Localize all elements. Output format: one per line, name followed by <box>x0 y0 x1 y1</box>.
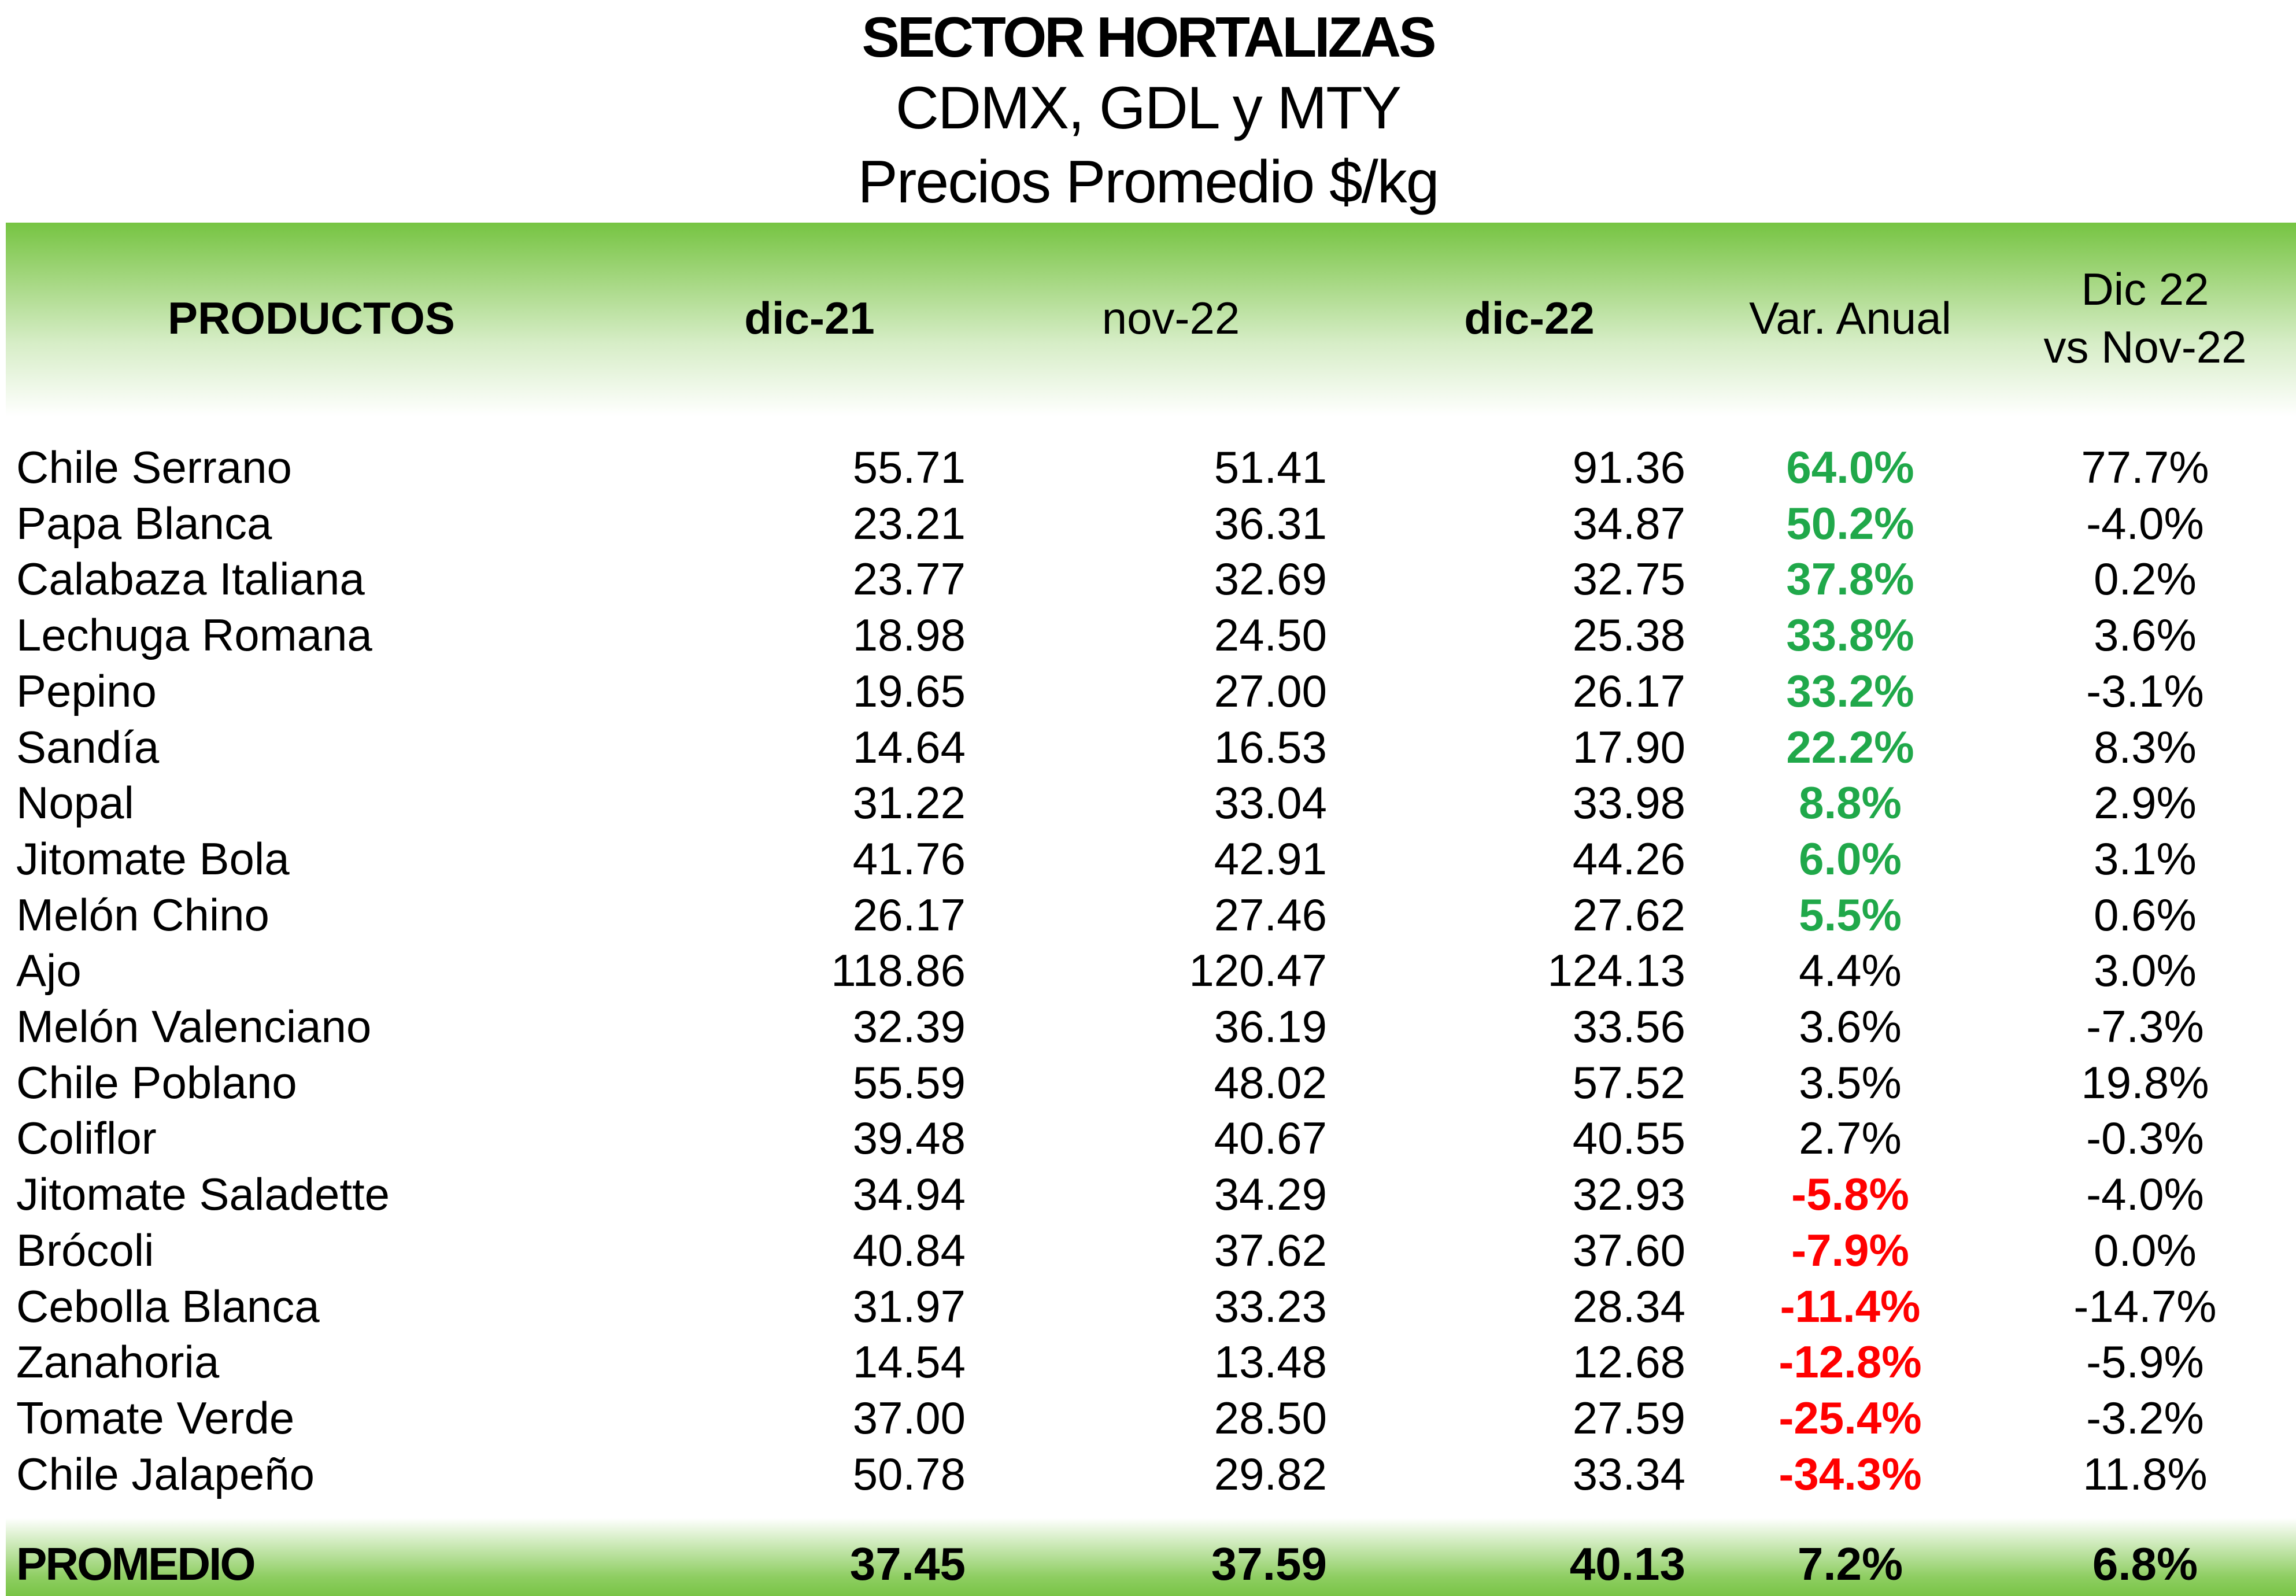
price-dic-22: 34.87 <box>1572 497 1685 549</box>
price-dic-21: 55.71 <box>852 442 966 493</box>
table-row <box>0 1166 2296 1222</box>
var-anual: -25.4% <box>1779 1392 1922 1443</box>
product-name: Nopal <box>16 777 134 829</box>
price-dic-21: 14.64 <box>852 721 966 773</box>
var-dic22-vs-nov22: -14.7% <box>2073 1280 2217 1332</box>
price-dic-22: 37.60 <box>1572 1224 1685 1276</box>
header-dic22-vs-nov22-line1: Dic 22 <box>2081 264 2209 315</box>
var-dic22-vs-nov22: 3.1% <box>2094 833 2197 884</box>
var-anual: 2.7% <box>1799 1113 1902 1164</box>
price-nov-22: 16.53 <box>1214 721 1327 773</box>
var-anual: 4.4% <box>1799 945 1902 996</box>
table-row <box>0 719 2296 775</box>
price-nov-22: 37.62 <box>1214 1224 1327 1276</box>
var-dic22-vs-nov22: -5.9% <box>2086 1336 2204 1388</box>
table-row <box>0 999 2296 1055</box>
var-anual: 22.2% <box>1786 721 1914 773</box>
price-dic-22: 40.55 <box>1572 1113 1685 1164</box>
price-dic-21: 23.77 <box>852 553 966 605</box>
price-dic-21: 34.94 <box>852 1169 966 1220</box>
var-dic22-vs-nov22: -4.0% <box>2086 1169 2204 1220</box>
var-anual: 3.5% <box>1799 1056 1902 1108</box>
var-dic22-vs-nov22: 0.6% <box>2094 889 2197 940</box>
average-var-anual: 7.2% <box>1797 1538 1903 1590</box>
product-name: Chile Serrano <box>16 442 292 493</box>
average-var-mensual: 6.8% <box>2092 1538 2198 1590</box>
price-dic-22: 33.56 <box>1572 1001 1685 1052</box>
table-row <box>0 439 2296 496</box>
price-dic-21: 23.21 <box>852 497 966 549</box>
var-dic22-vs-nov22: 0.0% <box>2094 1224 2197 1276</box>
price-dic-22: 17.90 <box>1572 721 1685 773</box>
var-anual: -7.9% <box>1791 1224 1909 1276</box>
table-row <box>0 1446 2296 1502</box>
header-products: PRODUCTOS <box>168 293 455 343</box>
header-nov-22: nov-22 <box>1101 293 1240 343</box>
price-nov-22: 27.46 <box>1214 889 1327 940</box>
average-row <box>0 1532 2296 1596</box>
table-row <box>0 943 2296 999</box>
price-nov-22: 24.50 <box>1214 609 1327 661</box>
var-dic22-vs-nov22: -0.3% <box>2086 1113 2204 1164</box>
product-name: Pepino <box>16 665 157 716</box>
price-nov-22: 42.91 <box>1214 833 1327 884</box>
price-dic-21: 18.98 <box>852 609 966 661</box>
price-nov-22: 27.00 <box>1214 665 1327 716</box>
price-dic-22: 27.62 <box>1572 889 1685 940</box>
product-name: Brócoli <box>16 1224 154 1276</box>
price-dic-22: 26.17 <box>1572 665 1685 716</box>
product-name: Melón Valenciano <box>16 1001 372 1052</box>
var-anual: 50.2% <box>1786 497 1914 549</box>
product-name: Calabaza Italiana <box>16 553 365 605</box>
product-name: Chile Jalapeño <box>16 1448 315 1499</box>
product-name: Jitomate Bola <box>16 833 290 884</box>
price-dic-21: 50.78 <box>852 1448 966 1499</box>
price-nov-22: 48.02 <box>1214 1056 1327 1108</box>
price-dic-21: 19.65 <box>852 665 966 716</box>
price-nov-22: 29.82 <box>1214 1448 1327 1499</box>
price-dic-21: 41.76 <box>852 833 966 884</box>
price-dic-21: 31.97 <box>852 1280 966 1332</box>
product-name: Chile Poblano <box>16 1056 297 1108</box>
var-anual: 33.8% <box>1786 609 1914 661</box>
product-name: Lechuga Romana <box>16 609 372 661</box>
product-name: Jitomate Saladette <box>16 1169 390 1220</box>
product-name: Papa Blanca <box>16 497 272 549</box>
var-dic22-vs-nov22: 3.0% <box>2094 945 2197 996</box>
price-dic-22: 33.98 <box>1572 777 1685 829</box>
header-dic-22: dic-22 <box>1464 293 1595 343</box>
price-dic-21: 32.39 <box>852 1001 966 1052</box>
average-dic-22: 40.13 <box>1569 1538 1685 1590</box>
price-dic-21: 26.17 <box>852 889 966 940</box>
report-subtitle: Precios Promedio $/kg <box>857 149 1439 216</box>
price-dic-22: 57.52 <box>1572 1056 1685 1108</box>
price-dic-21: 118.86 <box>831 945 966 996</box>
var-anual: 64.0% <box>1786 442 1914 493</box>
price-dic-22: 124.13 <box>1547 945 1685 996</box>
report-title: SECTOR HORTALIZAS <box>862 5 1434 69</box>
price-dic-22: 28.34 <box>1572 1280 1685 1332</box>
price-dic-22: 12.68 <box>1572 1336 1685 1388</box>
product-name: Melón Chino <box>16 889 269 940</box>
var-anual: 5.5% <box>1799 889 1902 940</box>
table-row <box>0 1279 2296 1335</box>
var-anual: -12.8% <box>1779 1336 1922 1388</box>
table-row <box>0 663 2296 719</box>
price-dic-21: 31.22 <box>852 777 966 829</box>
price-dic-21: 39.48 <box>852 1113 966 1164</box>
price-dic-21: 40.84 <box>852 1224 966 1276</box>
var-dic22-vs-nov22: 11.8% <box>2083 1448 2208 1499</box>
price-nov-22: 36.19 <box>1214 1001 1327 1052</box>
price-nov-22: 33.23 <box>1214 1280 1327 1332</box>
var-anual: 6.0% <box>1799 833 1902 884</box>
var-dic22-vs-nov22: 3.6% <box>2094 609 2197 661</box>
var-anual: 3.6% <box>1799 1001 1902 1052</box>
var-dic22-vs-nov22: -3.1% <box>2086 665 2204 716</box>
var-dic22-vs-nov22: -3.2% <box>2086 1392 2204 1443</box>
var-dic22-vs-nov22: 19.8% <box>2081 1056 2209 1108</box>
var-dic22-vs-nov22: -7.3% <box>2086 1001 2204 1052</box>
var-anual: -5.8% <box>1791 1169 1909 1220</box>
price-dic-22: 32.75 <box>1572 553 1685 605</box>
var-anual: -11.4% <box>1780 1280 1921 1332</box>
price-dic-22: 33.34 <box>1572 1448 1685 1499</box>
price-dic-22: 27.59 <box>1572 1392 1685 1443</box>
table-row <box>0 1334 2296 1390</box>
price-dic-22: 44.26 <box>1572 833 1685 884</box>
var-anual: -34.3% <box>1779 1448 1922 1499</box>
report-region: CDMX, GDL y MTY <box>895 75 1401 142</box>
var-anual: 8.8% <box>1799 777 1902 829</box>
table-row <box>0 831 2296 887</box>
average-dic-21: 37.45 <box>849 1538 966 1590</box>
product-name: Zanahoria <box>16 1336 220 1388</box>
header-var-anual: Var. Anual <box>1749 293 1951 343</box>
var-anual: 37.8% <box>1786 553 1914 605</box>
table-row <box>0 1222 2296 1279</box>
price-nov-22: 120.47 <box>1189 945 1327 996</box>
price-dic-21: 37.00 <box>852 1392 966 1443</box>
price-nov-22: 13.48 <box>1214 1336 1327 1388</box>
table-row <box>0 1390 2296 1446</box>
price-nov-22: 28.50 <box>1214 1392 1327 1443</box>
product-name: Tomate Verde <box>16 1392 295 1443</box>
table-row <box>0 887 2296 943</box>
product-name: Ajo <box>16 945 82 996</box>
table-row <box>0 775 2296 831</box>
average-label: PROMEDIO <box>16 1538 254 1590</box>
price-nov-22: 32.69 <box>1214 553 1327 605</box>
var-dic22-vs-nov22: 0.2% <box>2094 553 2197 605</box>
price-nov-22: 36.31 <box>1214 497 1327 549</box>
price-nov-22: 33.04 <box>1214 777 1327 829</box>
var-dic22-vs-nov22: 8.3% <box>2094 721 2197 773</box>
header-dic22-vs-nov22-line2: vs Nov-22 <box>2043 322 2247 372</box>
product-name: Coliflor <box>16 1113 157 1164</box>
table-row <box>0 1110 2296 1166</box>
var-dic22-vs-nov22: -4.0% <box>2086 497 2204 549</box>
product-name: Sandía <box>16 721 160 773</box>
table-row <box>0 1055 2296 1111</box>
var-anual: 33.2% <box>1786 665 1914 716</box>
average-nov-22: 37.59 <box>1211 1538 1327 1590</box>
price-dic-22: 32.93 <box>1572 1169 1685 1220</box>
table-row <box>0 496 2296 552</box>
price-dic-22: 25.38 <box>1572 609 1685 661</box>
var-dic22-vs-nov22: 77.7% <box>2081 442 2209 493</box>
table-row <box>0 551 2296 607</box>
price-nov-22: 40.67 <box>1214 1113 1327 1164</box>
table-row <box>0 607 2296 663</box>
price-nov-22: 51.41 <box>1214 442 1327 493</box>
var-dic22-vs-nov22: 2.9% <box>2094 777 2197 829</box>
header-dic-21: dic-21 <box>744 293 875 343</box>
price-nov-22: 34.29 <box>1214 1169 1327 1220</box>
price-dic-22: 91.36 <box>1572 442 1685 493</box>
price-dic-21: 14.54 <box>852 1336 966 1388</box>
price-dic-21: 55.59 <box>852 1056 966 1108</box>
product-name: Cebolla Blanca <box>16 1280 320 1332</box>
